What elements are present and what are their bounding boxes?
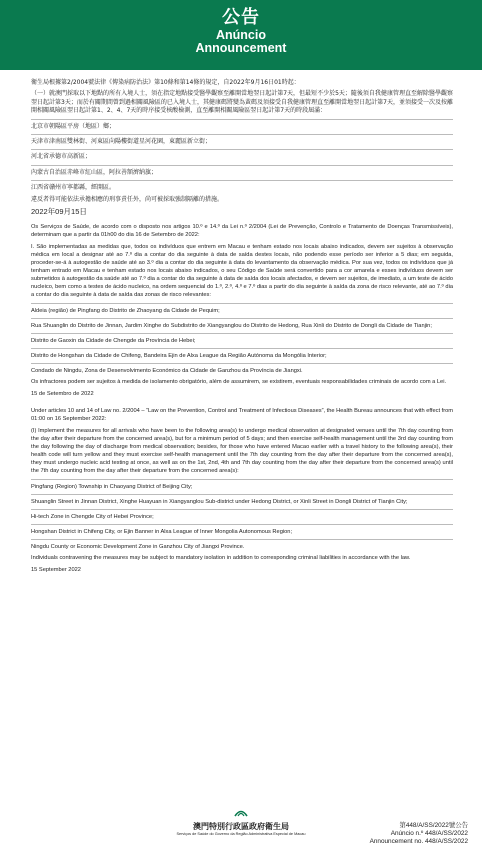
- announcement-body: [31, 79, 453, 583]
- zh-list-item: 江西省贛州市寧都縣，經開區。: [31, 180, 453, 192]
- zh-list-item: 河北省承德市高新區；: [31, 149, 453, 161]
- zh-paragraph-1: （一）就澳門採取以下地點的所有入境人士，須在指定地點接受醫學觀察至離開當地翌日起計第7天，但最短不少於5天；隨後須自我健康管理直至解除醫學觀察翌日起計第3天；而於有關期間曾到過相關風險區的已入境人士，其健康碼將變為黃碼及須接受自我健康管理直至離開當地翌日起計第7天，並須接受一次及按離開相關風險區翌日起計第1、2、4、7天的時序接受核酸檢測，直至離開相關風險區翌日起計第7天的時段屆滿：: [31, 90, 453, 115]
- title-pt: Anúncio: [216, 28, 266, 42]
- pt-list-item: Condado de Ningdu, Zona de Desenvolvimento Económico da Cidade de Ganzhou da Província de Jiangxi.: [31, 363, 453, 375]
- en-list-item: Ningdu County or Economic Development Zone in Ganzhou City of Jiangxi Province.: [31, 539, 453, 551]
- title-zh: 公告: [222, 7, 260, 28]
- pt-list-item: Distrito de Gaoxin da Cidade de Chengde da Província de Hebei;: [31, 333, 453, 345]
- announcement-header: [0, 0, 482, 70]
- pt-list-item: Rua Shuanglin do Distrito de Jinnan, Jardim Xinghe do Subdistrito de Xiangyanglou do Distrito de Hedong, Rua Xinli do Distrito de Dongli da Cidade de Tianjin;: [31, 318, 453, 330]
- reference-en: Announcement no. 448/A/SS/2022: [369, 838, 468, 845]
- pt-list-item: Aldeia (região) de Pingfang do Distrito de Zhaoyang da Cidade de Pequim;: [31, 303, 453, 315]
- health-bureau-logo: [166, 803, 316, 837]
- portuguese-section: [31, 223, 453, 398]
- title-en: Announcement: [195, 41, 287, 55]
- en-paragraph-1: (I) Implement the measures for all arrivals who have been to the following area(s) to undergo medical observation at designated venues until the 7th day counting from the day after their departure from the concerned area(s), but for a minimum period of 5 days; and then exercise self-health management until the 3rd day counting from the day following the day of discharge from medical observation; besides, for those who have entered Macao earlier with a travel history to the following area(s), their health code will turn yellow and they must exercise self-health management until the 7th day counting from the day after their departure from the concerned area(s), they must undergo nucleic acid testing at once, as well as on the 1st, 2nd, 4th and 7th day counting from the day after their departure from the concerned area(s) until the 7th day counting from the day after their departure from the concerned area(s):: [31, 428, 453, 475]
- en-warning: Individuals contravening the measures may be subject to mandatory isolation in addition to corresponding criminal liabilities in accordance with the law.: [31, 555, 411, 562]
- english-section: [31, 407, 453, 574]
- en-list-item: Hongshan District in Chifeng City, or Ejin Banner in Alxa League of Inner Mongolia Autonomous Region;: [31, 524, 453, 536]
- pt-warning: Os infractores podem ser sujeitos à medida de isolamento obrigatório, além de assumirem, se existirem, eventuais responsabilidades criminais de acordo com a Lei.: [31, 379, 447, 386]
- zh-intro: 衛生局根據第2/2004號法律《傳染病防治法》第10條和第14條的規定，自2022年9月16日01時起：: [31, 79, 300, 86]
- org-name-zh: 澳門特別行政區政府衛生局: [193, 822, 289, 831]
- pt-intro: Os Serviços de Saúde, de acordo com o disposto nos artigos 10.º e 14.º da Lei n.º 2/2004 (Lei de Prevenção, Controlo e Tratamento de Doenças Transmissíveis), determinam que a partir da 01h00 do dia 16 de Setembro de 2022:: [31, 224, 453, 239]
- zh-list-item: 北京市朝陽區平房（地區）鄉；: [31, 119, 453, 131]
- zh-date: 2022年09月15日: [31, 207, 87, 217]
- en-intro: Under articles 10 and 14 of Law no. 2/2004 – “Law on the Prevention, Control and Treatment of Infectious Diseases”, the Health Bureau announces that with effect from 01:00 on 16 September 2022:: [31, 408, 453, 423]
- pt-paragraph-1: I. São implementadas as medidas que, todos os indivíduos que entrem em Macau e tenham estado nos locais abaixo indicados, devem ser sujeitos à observação médica em local a designar até ao 7.º dia a contar do dia seguinte à data de saída destes locais, não podendo esse período ser inferior a 5 dias; em seguida, proceder-se-á à autogestão de saúde até ao 3.º dia a contar do dia seguinte à data do levantamento da observação médica. Por sua vez, todos os indivíduos que já tenham entrado em Macau e tenham estado nos locais abaixo indicados, o seu Código de Saúde será convertido para a cor amarela e esses indivíduos devem ser submetidos à autogestão da saúde até ao 7.º dia a contar do dia seguinte à data de saída dos locais afectados, e devem ser sujeitos, de imediato, a um teste de ácido nucleico, bem como a testes de ácido nucleico, na ordem sequencial do 1.º, 2.º, 4.º e 7.º dias a partir do dia seguinte à saída da zona de risco relevante, até ao 7.º dia a contar do dia seguinte à data de saída das zonas de risco relevantes:: [31, 244, 453, 299]
- health-bureau-emblem-icon: [234, 806, 248, 818]
- chinese-section: [31, 79, 453, 217]
- en-date: 15 September 2022: [31, 567, 81, 574]
- announcement-reference: [370, 822, 468, 846]
- pt-list-item: Distrito de Hongshan da Cidade de Chifeng, Bandeira Ejin de Alxa League da Região Autónoma da Mongólia Interior;: [31, 348, 453, 360]
- en-list-item: Shuanglin Street in Jinnan District, Xinghe Huayuan in Xiangyanglou Sub-district under Hedong District, or Xinli Street in Dongli District of Tianjin City;: [31, 494, 453, 506]
- reference-zh: 第448/A/SS/2022號公告: [399, 822, 468, 829]
- en-list-item: Pingfang (Region) Township in Chaoyang District of Beijing City;: [31, 479, 453, 491]
- reference-pt: Anúncio n.º 448/A/SS/2022: [390, 830, 468, 837]
- pt-date: 15 de Setembro de 2022: [31, 391, 94, 398]
- zh-list-item: 內蒙古自治區赤峰市紅山區，阿拉善額濟納旗；: [31, 165, 453, 177]
- org-name-pt: Serviços de Saúde do Governo da Região Administrativa Especial de Macau: [176, 832, 306, 836]
- zh-list-item: 天津市津南區雙林街、河東區向陽樓街道星河花園，東麗區新立街；: [31, 134, 453, 146]
- zh-warning: 違反者得可能依法承擔相應的刑事責任外，尚可被採取強制隔離的措施。: [31, 195, 224, 203]
- en-list-item: Hi-tech Zone in Chengde City of Hebei Province;: [31, 509, 453, 521]
